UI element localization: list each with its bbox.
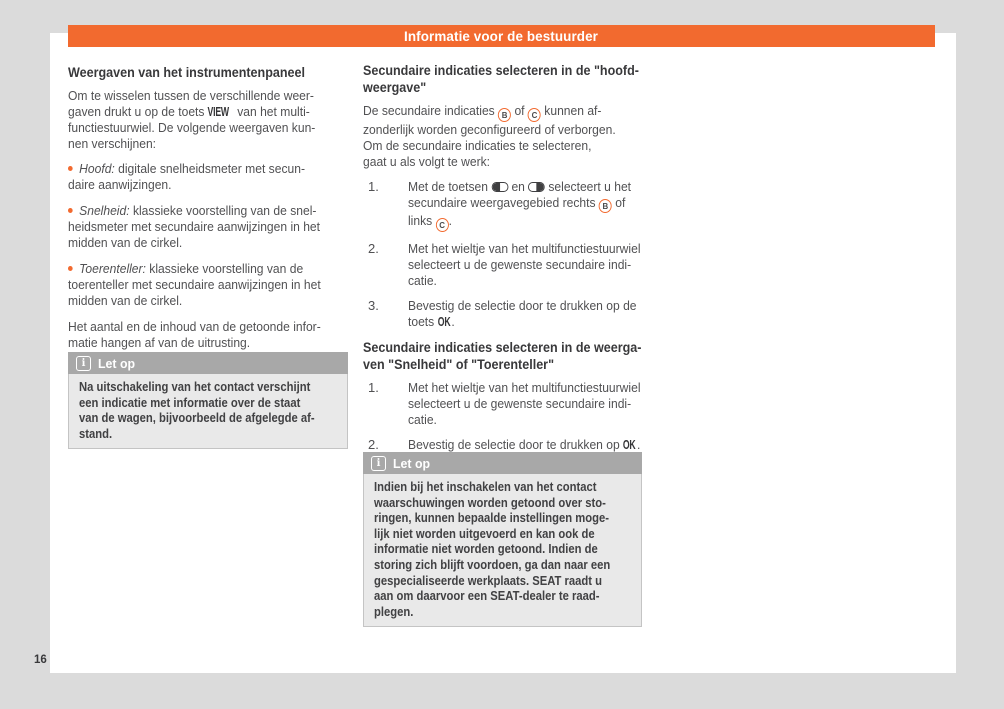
text: daire aanwijzingen. [68,177,172,192]
bullet-dot-icon [68,208,73,213]
note-text-line: storing zich blijft voordoen, ga dan naar een [374,557,611,572]
text-line [408,412,641,428]
numbered-item [363,179,647,232]
right-column [363,58,647,462]
text: functiestuurwiel. De volgende weergaven kun- [68,120,316,135]
text: digitale snelheidsmeter met secun- [114,161,305,176]
text: van het multi- [233,104,310,119]
item-number: 1. [368,379,379,395]
note-body [69,373,347,448]
text: Bevestig de selectie door te drukken op [408,436,624,452]
paragraph [68,319,352,351]
text-line [363,79,627,96]
note-title: Let op [98,355,136,371]
text-line [363,154,627,170]
item-text [408,298,654,330]
text-line [68,261,332,277]
note-text-line: ringen, kunnen bepaalde instellingen moge- [374,511,610,526]
icon-fill [536,183,544,191]
paragraph [68,88,352,152]
text: toerenteller met secundaire aanwijzingen in het [68,277,321,292]
note-title: Let op [393,455,431,471]
numbered-item [363,298,647,330]
text: of [511,103,528,118]
note-text-line: informatie niet worden getoond. Indien de [374,542,598,557]
ok-key-label: OK [437,313,451,329]
text: matie hangen af van de uitrusting. [68,335,251,350]
note-text-line: stand. [79,426,113,441]
text: weergave" [363,80,427,95]
note-body [364,473,641,626]
note-text-line: van de wagen, bijvoorbeeld de afgelegde af- [79,411,315,426]
text: selecteert u het [545,178,632,194]
section-heading [363,62,647,96]
info-note-box [68,352,348,449]
text: klassieke voorstelling van de snel- [129,203,317,218]
text: of [611,194,626,210]
ok-key-label: OK [623,436,636,452]
note-text-line: gespecialiseerde werkplaats. SEAT raadt u [374,573,603,588]
badge-c-icon: C [528,108,541,122]
text: secundaire weergavegebied rechts [408,194,599,210]
note-text-line: Indien bij het inschakelen van het contact [374,480,597,494]
text: Met het wieltje van het multifunctiestuurwiel [408,379,641,395]
note-text-line: aan om daarvoor een SEAT-dealer te raad- [374,589,600,604]
note-text-line: waarschuwingen worden getoond over sto- [374,495,606,510]
note-header [363,452,642,474]
text: nen verschijnen: [68,136,157,151]
bullet-item [68,261,352,309]
text-line [363,62,639,79]
text-line [408,241,641,257]
text: . [636,436,641,452]
text: Secundaire indicaties selecteren in de weerga- [363,339,642,355]
text-line [408,314,637,330]
text: Weergaven van het instrumentenpaneel [68,65,305,80]
text-line [363,103,627,122]
item-number: 2. [368,436,379,452]
section-header-bar [68,25,935,47]
note-header [68,352,348,374]
text-line [408,298,637,314]
text: selecteert u de gewenste secundaire indi- [408,256,632,272]
section-title: Informatie voor de bestuurder [404,28,599,44]
text: Met de toetsen [408,178,492,194]
item-text [408,380,658,428]
icon-fill [492,183,500,191]
text: links [408,213,436,228]
bullet-item [68,161,352,193]
text-line [408,380,641,396]
info-icon: i [76,356,91,371]
text-line [68,88,332,104]
text: . [448,213,452,228]
italic-term: Toerenteller: [79,261,146,276]
section-heading [68,64,352,81]
info-icon: i [371,456,386,471]
text-line [408,179,631,195]
text: heidsmeter met secundaire aanwijzingen in het [68,219,321,234]
text: Bevestig de selectie door te drukken op de [408,297,637,313]
item-number: 1. [368,178,379,194]
text: Om de secundaire indicaties te selecteren, [363,137,592,153]
text-line [68,235,332,251]
text-line [408,273,641,289]
right-arrow-button-icon [528,182,545,192]
text: en [508,178,529,194]
italic-term: Snelheid: [79,203,130,218]
item-text [408,179,648,232]
text: catie. [408,272,437,288]
bullet-dot-icon [68,166,73,171]
text-line [68,64,332,81]
text-line [68,219,332,235]
text-line [68,104,332,120]
text-line [68,136,332,152]
text-line [408,195,631,214]
text: De secundaire indicaties [363,103,499,118]
text-line [408,396,641,412]
text: gaven drukt u op de toets [68,104,208,119]
bullet-dot-icon [68,266,73,271]
text-line [408,257,641,273]
text-line [68,293,332,309]
item-number: 3. [368,297,379,313]
item-text [408,241,658,289]
left-column [68,60,352,360]
text: Met het wieltje van het multifunctiestuurwiel [408,240,641,256]
text-line [68,277,332,293]
text-line [68,319,332,335]
text: Het aantal en de inhoud van de getoonde infor- [68,319,321,334]
section-heading [363,339,647,373]
italic-term: Hoofd: [79,161,115,176]
text: catie. [408,411,437,427]
text-line [68,203,332,219]
text-line [68,120,332,136]
badge-c-icon: C [436,218,449,232]
numbered-item [363,380,647,428]
text-line [408,437,640,453]
text: . [451,313,455,329]
note-text-line: een indicatie met informatie over de staat [79,395,301,410]
bullet-item [68,203,352,251]
text-line [363,138,627,154]
note-text-line: plegen. [374,604,414,619]
text-line [68,161,332,177]
item-number: 2. [368,240,379,256]
text: klassieke voorstelling van de [145,261,304,276]
text: Om te wisselen tussen de verschillende weer- [68,88,314,103]
text: midden van de cirkel. [68,293,183,308]
badge-b-icon: B [599,199,612,213]
text: Secundaire indicaties selecteren in de "hoofd- [363,63,639,78]
text: selecteert u de gewenste secundaire indi- [408,395,632,411]
note-text-line: Na uitschakeling van het contact verschijnt [79,380,311,394]
numbered-item [363,437,647,453]
page-number: 16 [34,654,47,666]
text: toets [408,313,438,329]
text-line [68,177,332,193]
text: zonderlijk worden geconfigureerd of verborgen. [363,121,616,137]
text: midden van de cirkel. [68,235,183,250]
note-text-line: lijk niet worden uitgevoerd en kan ook de [374,526,595,541]
paragraph [363,103,647,170]
text-line [363,339,642,356]
text: kunnen af- [540,103,602,118]
text-line [68,335,332,351]
text: ven "Snelheid" of "Toerenteller" [363,356,555,372]
text: gaat u als volgt te werk: [363,153,491,169]
item-text [408,437,658,453]
view-key-label: VIEW [207,104,230,119]
left-arrow-button-icon [491,182,508,192]
info-note-box [363,452,642,627]
text-line [408,213,631,232]
numbered-item [363,241,647,289]
text-line [363,356,627,373]
badge-b-icon: B [498,108,511,122]
text-line [363,122,627,138]
